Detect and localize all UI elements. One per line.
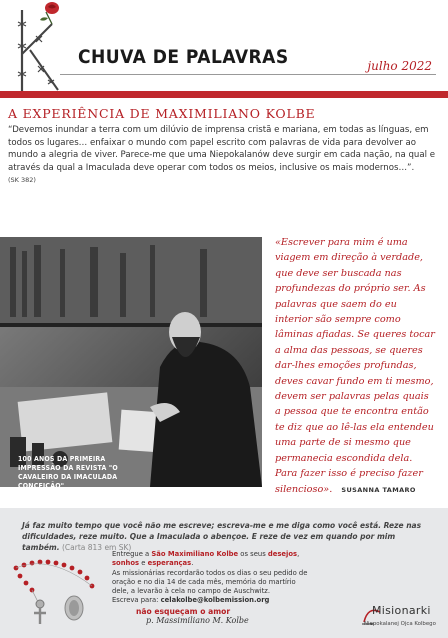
rosary-image [10,550,102,630]
saint-name: São Maximiliano Kolbe [151,550,239,558]
email-link[interactable]: celakolbe@kolbemission.org [160,596,270,605]
brand-name: Misionarki [372,604,431,617]
side-quote [275,235,435,498]
photo-caption: 100 ANOS DA PRIMEIRA IMPRESSÃO DA REVISTA "O CAVALEIRO DA IMACULADA CONCEIÇÃO" [18,455,118,490]
article-quote-text: “Devemos inundar a terra com um dilúvio de imprensa cristã e mariana, em todas as línguas, em todos os lugares… enfaixar o mundo com papel escrito com palavras de vida para devolver ao mundo a alegria de viver. Parece-me que uma Niepokalanów deve surgir em cada nação, na qual e através da qual a Imaculada deve operar com todos os meios, inclusive os mais modernos…”. [8,125,436,173]
prayer-info: As missionárias recordarão todos os dias o seu pedido de oração e no dia 14 de cada mês, memória do martírio dele, a levarão à cela no campo de Auschwitz. [112,568,308,596]
kolbe-signature: p. Massimiliano M. Kolbe [146,616,249,625]
period: . [191,559,194,568]
conjunction: e [139,559,148,568]
article-reference: (SK 382) [8,176,36,184]
comma: , [297,550,300,558]
side-quote-author: SUSANNA TAMARO [341,485,416,494]
article-title: A EXPERIÊNCIA DE MAXIMILIANO KOLBE [8,106,316,121]
header-divider [60,74,436,75]
issue-date: julho 2022 [367,59,432,73]
write-prefix: Escreva para: [112,596,161,605]
kolbe-writing-photo [0,237,262,487]
entregue-prefix: Entregue a [112,550,152,558]
side-quote-text: «Escrever para mim é uma viagem em direção à verdade, que deve ser buscada nas profundezas do próprio ser. As palavras que saem do eu interior são sempre como lâminas afiadas. Se queres tocar a alma das pessoas, se queres dar-lhes emoções profundas, deves cavar fundo em ti mesmo, devem ser palavras pelas quais a pessoa que te encontra então te diz que ao lê-las ela entendeu uma parte de si mesmo que permanecia escondida dela. Para fazer isso é preciso fazer silencioso». [275,237,435,495]
kolbe-letter [22,520,426,553]
letter-text: Já faz muito tempo que você não me escreve; escreva-me e me diga como você está. Reze nas dificuldades, reze muito. Que a Imaculada o abençoe. E reze de vez em quando por mim também. [22,521,422,552]
k-logo-with-rose [8,0,70,98]
brand-subtitle: Niepokalanej Ojca Kolbego [364,621,436,627]
prayer-request-text [112,550,312,606]
masthead-title: CHUVA DE PALAVRAS [78,46,289,68]
entregue-mid: os seus [238,550,268,558]
esperancas: esperanças [147,559,192,568]
forget-love-tagline: não esqueçam o amor [136,607,231,616]
sonhos: sonhos [112,559,140,568]
desejos: desejos [267,550,298,558]
letter-reference: (Carta 813 em SK) [61,543,132,552]
accent-bar [0,91,448,98]
article-quote [8,124,440,187]
